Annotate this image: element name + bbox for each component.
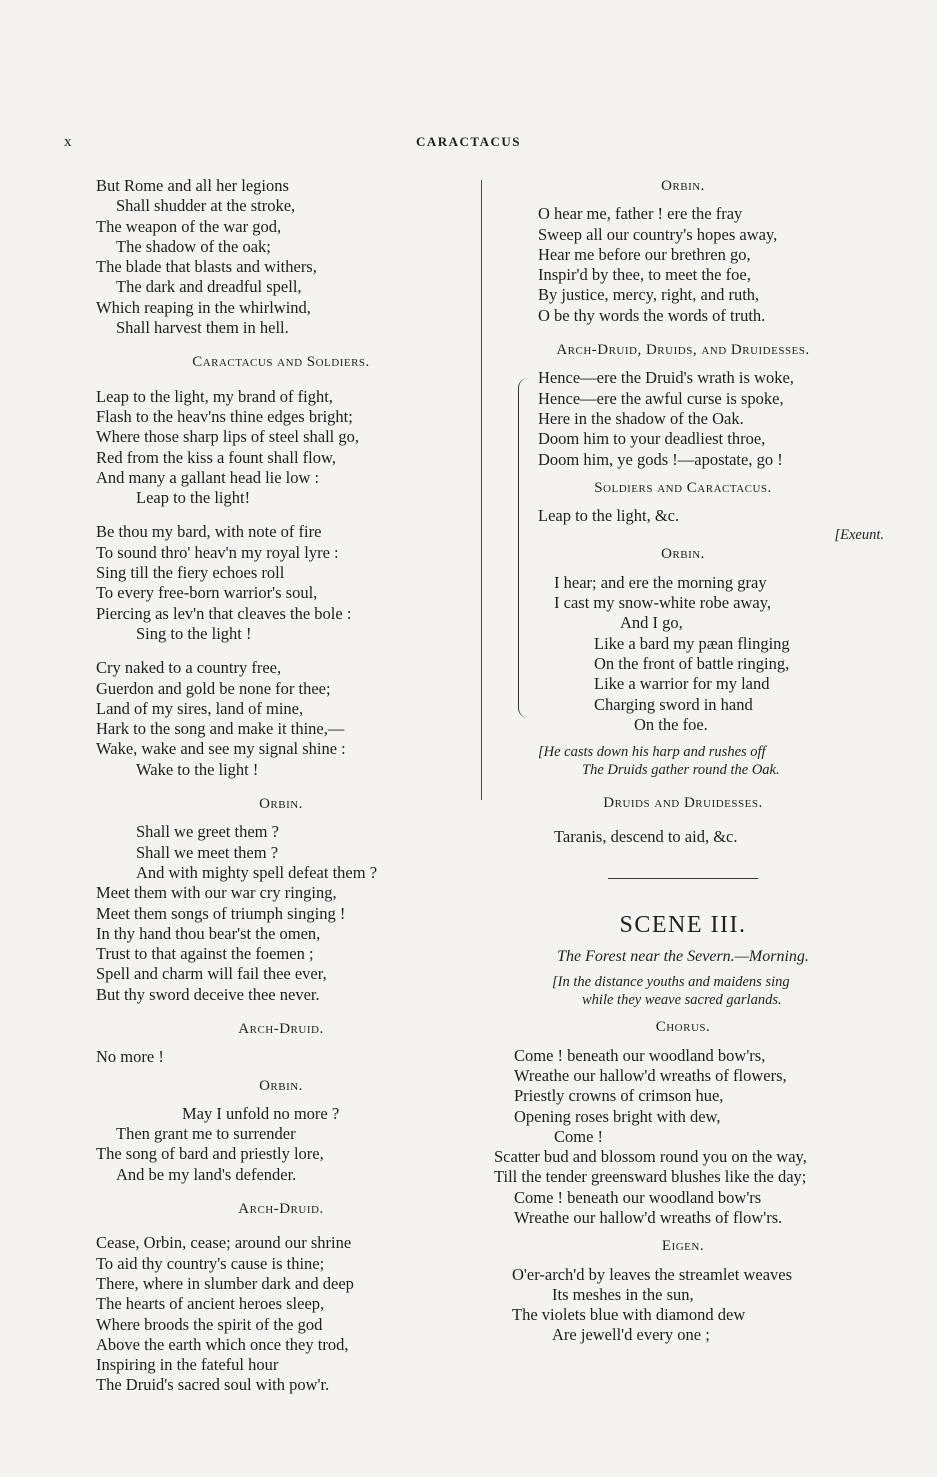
page-number: x (64, 134, 72, 150)
running-title: CARACTACUS (415, 134, 522, 149)
verse-line: Cry naked to a country free, (96, 658, 282, 678)
stage-direction: [Exeunt. (834, 527, 884, 544)
verse-line: Sing to the light ! (136, 623, 252, 643)
stanza (96, 522, 466, 644)
verse-line: And many a gallant head lie low : (96, 467, 320, 487)
verse-line: Which reaping in the whirlwind, (96, 297, 311, 317)
verse-line: O be thy words the words of truth. (538, 305, 766, 325)
verse-line: Piercing as lev'n that cleaves the bole : (96, 603, 352, 623)
verse-line: Shall we meet them ? (136, 842, 279, 862)
speaker-heading: Orbin. (661, 178, 705, 194)
verse-line: But Rome and all her legions (96, 176, 289, 195)
verse-line: And I go, (620, 613, 683, 633)
verse-line: Hear me before our brethren go, (538, 244, 751, 264)
verse-line: Priestly crowns of crimson hue, (514, 1086, 724, 1106)
right-column (482, 176, 884, 1346)
verse-line: Sweep all our country's hopes away, (538, 224, 778, 244)
speaker-heading: Druids and Druidesses. (603, 795, 763, 812)
verse-line: Come ! beneath our woodland bow'rs (514, 1187, 762, 1207)
stanza (96, 176, 466, 338)
verse-line: Sing till the fiery echoes roll (96, 563, 285, 583)
stanza (482, 1265, 884, 1346)
section-divider (608, 878, 758, 879)
verse-line: The song of bard and priestly lore, (96, 1144, 324, 1164)
verse-line: Where broods the spirit of the god (96, 1314, 323, 1334)
verse-line: O hear me, father ! ere the fray (538, 204, 743, 224)
verse-line: Then grant me to surrender (116, 1124, 296, 1144)
verse-line: There, where in slumber dark and deep (96, 1273, 354, 1293)
verse-line: Its meshes in the sun, (552, 1284, 694, 1304)
verse-line: Wreathe our hallow'd wreaths of flow'rs. (514, 1207, 783, 1227)
chorus (482, 1046, 854, 1229)
speaker-heading: Orbin. (661, 546, 705, 563)
verse-line: Are jewell'd every one ; (552, 1325, 710, 1345)
speaker-heading: Chorus. (655, 1019, 711, 1036)
stage-direction: while they weave sacred garlands. (582, 992, 782, 1009)
verse-line: But thy sword deceive thee never. (96, 984, 320, 1004)
stanza (96, 658, 466, 780)
verse-line: Wake to the light ! (136, 759, 259, 779)
verse-line: The Druid's sacred soul with pow'r. (96, 1375, 330, 1395)
stanza (96, 1233, 466, 1395)
speaker-heading: Arch-Druid, Druids, and Druidesses. (556, 342, 810, 359)
verse-line: Inspir'd by thee, to meet the foe, (538, 265, 751, 285)
verse-line: Meet them with our war cry ringing, (96, 883, 337, 903)
speaker-heading: Orbin. (259, 1077, 303, 1094)
verse-line: Leap to the light, my brand of fight, (96, 386, 333, 406)
verse-line: Above the earth which once they trod, (96, 1334, 349, 1354)
scene-setting: The Forest near the Severn.—Morning. (557, 948, 809, 966)
verse-line: No more ! (96, 1047, 164, 1067)
verse-line: And with mighty spell defeat them ? (136, 862, 378, 882)
verse-line: Leap to the light, &c. (538, 506, 680, 526)
verse-line: Red from the kiss a fount shall flow, (96, 447, 336, 467)
verse-line: Flash to the heav'ns thine edges bright; (96, 406, 353, 426)
speaker-heading: Arch-Druid. (238, 1020, 324, 1037)
verse-line: Inspiring in the fateful hour (96, 1355, 279, 1375)
verse-line: Shall shudder at the stroke, (116, 196, 296, 216)
verse-line: I hear; and ere the morning gray (554, 572, 767, 592)
stanza (482, 368, 884, 469)
verse-line: Taranis, descend to aid, &c. (554, 827, 738, 847)
verse-line: I cast my snow-white robe away, (554, 593, 772, 613)
verse-line: Shall harvest them in hell. (116, 318, 289, 338)
verse-line: On the front of battle ringing, (594, 653, 790, 673)
verse-line: Shall we greet them ? (136, 822, 279, 842)
verse-line: The dark and dreadful spell, (116, 277, 302, 297)
stanza (96, 1104, 466, 1185)
stage-direction: [In the distance youths and maidens sing (552, 974, 790, 991)
verse-line: Land of my sires, land of mine, (96, 698, 304, 718)
stanza (482, 204, 884, 326)
verse-line: Till the tender greensward blushes like the day; (494, 1167, 807, 1187)
stage-direction: The Druids gather round the Oak. (582, 762, 780, 779)
verse-line: Here in the shadow of the Oak. (538, 408, 744, 428)
verse-line: The hearts of ancient heroes sleep, (96, 1294, 325, 1314)
scene-heading: SCENE III. (619, 911, 747, 938)
verse-line: Charging sword in hand (594, 694, 753, 714)
verse-line: Meet them songs of triumph singing ! (96, 903, 346, 923)
stanza (96, 822, 466, 1005)
verse-line: The blade that blasts and withers, (96, 257, 317, 277)
verse-line: Doom him to your deadliest throe, (538, 429, 766, 449)
left-column (96, 176, 466, 1396)
verse-line: Hence—ere the awful curse is spoke, (538, 388, 784, 408)
speaker-heading: Orbin. (259, 796, 303, 813)
verse-line: Opening roses bright with dew, (514, 1106, 721, 1126)
verse-line: The weapon of the war god, (96, 216, 282, 236)
verse-line: To aid thy country's cause is thine; (96, 1253, 325, 1273)
verse-line: Spell and charm will fail thee ever, (96, 964, 327, 984)
speaker-heading: Eigen. (661, 1238, 705, 1255)
verse-line: Come ! (554, 1126, 604, 1146)
stanza (96, 387, 466, 509)
speaker-heading: Caractacus and Soldiers. (192, 354, 370, 371)
verse-line: May I unfold no more ? (182, 1103, 340, 1123)
verse-line: Trust to that against the foemen ; (96, 944, 314, 964)
verse-line: And be my land's defender. (116, 1164, 297, 1184)
verse-line: In thy hand thou bear'st the omen, (96, 923, 321, 943)
verse-line: Come ! beneath our woodland bow'rs, (514, 1045, 766, 1065)
stanza (482, 573, 884, 735)
verse-line: On the foe. (634, 714, 708, 734)
verse-line: Doom him, ye gods !—apostate, go ! (538, 449, 783, 469)
verse-line: Guerdon and gold be none for thee; (96, 678, 331, 698)
stage-direction: [He casts down his harp and rushes off (538, 744, 766, 761)
verse-line: To sound thro' heav'n my royal lyre : (96, 542, 339, 562)
verse-line: Wake, wake and see my signal shine : (96, 739, 346, 759)
verse-line: The shadow of the oak; (116, 236, 271, 256)
verse-line: To every free-born warrior's soul, (96, 583, 318, 603)
verse-line: Like a warrior for my land (594, 674, 770, 694)
verse-line: Leap to the light! (136, 488, 251, 508)
verse-line: The violets blue with diamond dew (512, 1305, 746, 1325)
verse-line: O'er-arch'd by leaves the streamlet weaves (512, 1264, 793, 1284)
verse-line: Hence—ere the Druid's wrath is woke, (538, 368, 794, 388)
verse-line: Be thou my bard, with note of fire (96, 522, 322, 542)
speaker-heading: Soldiers and Caractacus. (594, 479, 772, 496)
verse-line: Where those sharp lips of steel shall go, (96, 427, 360, 447)
verse-line: Hark to the song and make it thine,— (96, 719, 345, 739)
verse-line: By justice, mercy, right, and ruth, (538, 285, 760, 305)
verse-line: Cease, Orbin, cease; around our shrine (96, 1233, 352, 1253)
verse-line: Like a bard my pæan flinging (594, 633, 790, 653)
verse-line: Scatter bud and blossom round you on the way, (494, 1147, 807, 1167)
verse-line: Wreathe our hallow'd wreaths of flowers, (514, 1065, 787, 1085)
speaker-heading: Arch-Druid. (238, 1201, 324, 1218)
